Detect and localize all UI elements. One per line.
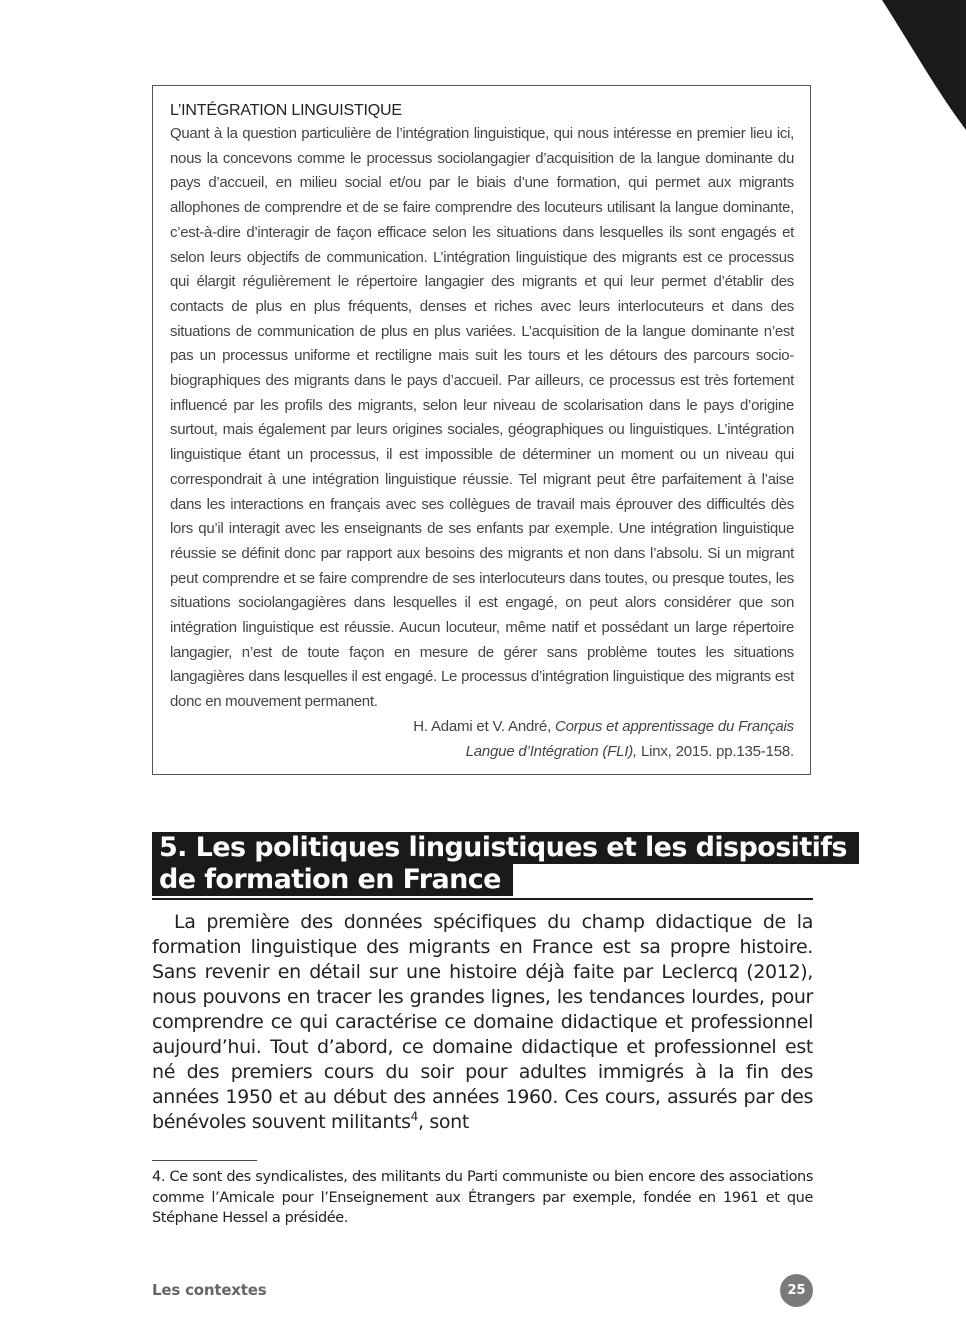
citation xyxy=(170,715,794,764)
definition-box xyxy=(152,85,811,775)
section-heading-line-1: 5. Les politiques linguistiques et les dispositifs xyxy=(152,832,859,864)
heading-rule xyxy=(152,898,813,900)
footnote: 4. Ce sont des syndicalistes, des militants du Parti communiste ou bien encore des associations comme l’Amicale pour l’Enseignement aux Étrangers par exemple, fondée en 1961 et que Stéphane Hessel a présidée. xyxy=(152,1169,813,1226)
citation-title-1: Corpus et apprentissage du Français xyxy=(555,717,794,735)
box-title: L’INTÉGRATION LINGUISTIQUE xyxy=(170,102,402,119)
page-number-badge: 25 xyxy=(780,1274,813,1307)
body-paragraph-text: La première des données spécifiques du champ didactique de la formation linguistique des migrants en France est sa propre histoire. Sans revenir en détail sur une histoire déjà faite par Leclercq (2012), nous pouvons en tracer les grandes lignes, les tendances lourdes, pour comprendre ce qui caractérise ce domaine didactique et professionnel aujourd’hui. Tout d’abord, ce domaine didactique et professionnel est né des premiers cours du soir pour adultes immigrés à la fin des années 1950 et au début des années 1960. Ces cours, assurés par des bénévoles souvent militants xyxy=(152,911,813,1133)
section-heading xyxy=(152,832,847,896)
citation-title-2: Langue d’Intégration (FLI), xyxy=(465,742,637,760)
footer-section-label: Les contextes xyxy=(152,1281,267,1299)
section-heading-line-2: de formation en France xyxy=(152,864,513,896)
body-paragraph-end: , sont xyxy=(417,1111,469,1133)
chapter-number: 1 xyxy=(868,22,884,47)
citation-authors: H. Adami et V. André, xyxy=(413,717,556,735)
box-text: Quant à la question particulière de l’intégration linguistique, qui nous intéresse en premier lieu ici, nous la concevons comme le processus sociolangagier d’acquisition de la langue dominante du pays d’accueil, en milieu social et/ou par le biais d’une formation, qui permet aux migrants allophones de comprendre et de se faire comprendre des locuteurs utilisant la langue dominante, c’est-à-dire d’interagir de façon efficace selon les situations dans lesquelles ils sont engagés et selon leurs objectifs de communication. L’intégration linguistique des migrants est ce processus qui élargit régulièrement le répertoire langagier des migrants et qui leur permet d’établir des contacts de plus en plus fréquents, denses et riches avec leurs interlocuteurs et dans des situations de communication de plus en plus variées. L’acquisition de la langue dominante n’est pas un processus uniforme et rectiligne mais suit les tours et les détours des parcours socio-biographiques des migrants dans le pays d’accueil. Par ailleurs, ce processus est très fortement influencé par les profils des migrants, selon leur niveau de scolarisation dans le pays d’origine surtout, mais également par leurs origines sociales, géographiques ou linguistiques. L’intégration linguistique étant un processus, il est impossible de déterminer un moment ou un niveau qui correspondrait à une intégration linguistique réussie. Tel migrant peut être parfaitement à l’aise dans les interactions en français avec ses collègues de travail mais éprouver des difficultés dès lors qu’il interagit avec les enseignants de ses enfants par exemple. Une intégration linguistique réussie se définit donc par rapport aux besoins des migrants et non dans l’absolu. Si un migrant peut comprendre et se faire comprendre de ses interlocuteurs dans toutes, ou presque toutes, les situations sociolangagières dans lesquelles il est engagé, on peut alors considérer que son intégration linguistique est réussie. Aucun locuteur, même natif et possédant un large répertoire langagier, n’est de toute façon en mesure de gérer sans problème toutes les situations langagières dans lesquelles il est engagé. Le processus d’intégration linguistique des migrants est donc en mouvement permanent. xyxy=(170,125,794,711)
body-paragraph xyxy=(152,910,813,1135)
citation-source: Linx, 2015. pp.135-158. xyxy=(637,742,794,760)
footnote-ref[interactable]: 4 xyxy=(410,1109,418,1124)
chapter-tab xyxy=(826,0,966,130)
footnote-rule xyxy=(152,1160,257,1161)
